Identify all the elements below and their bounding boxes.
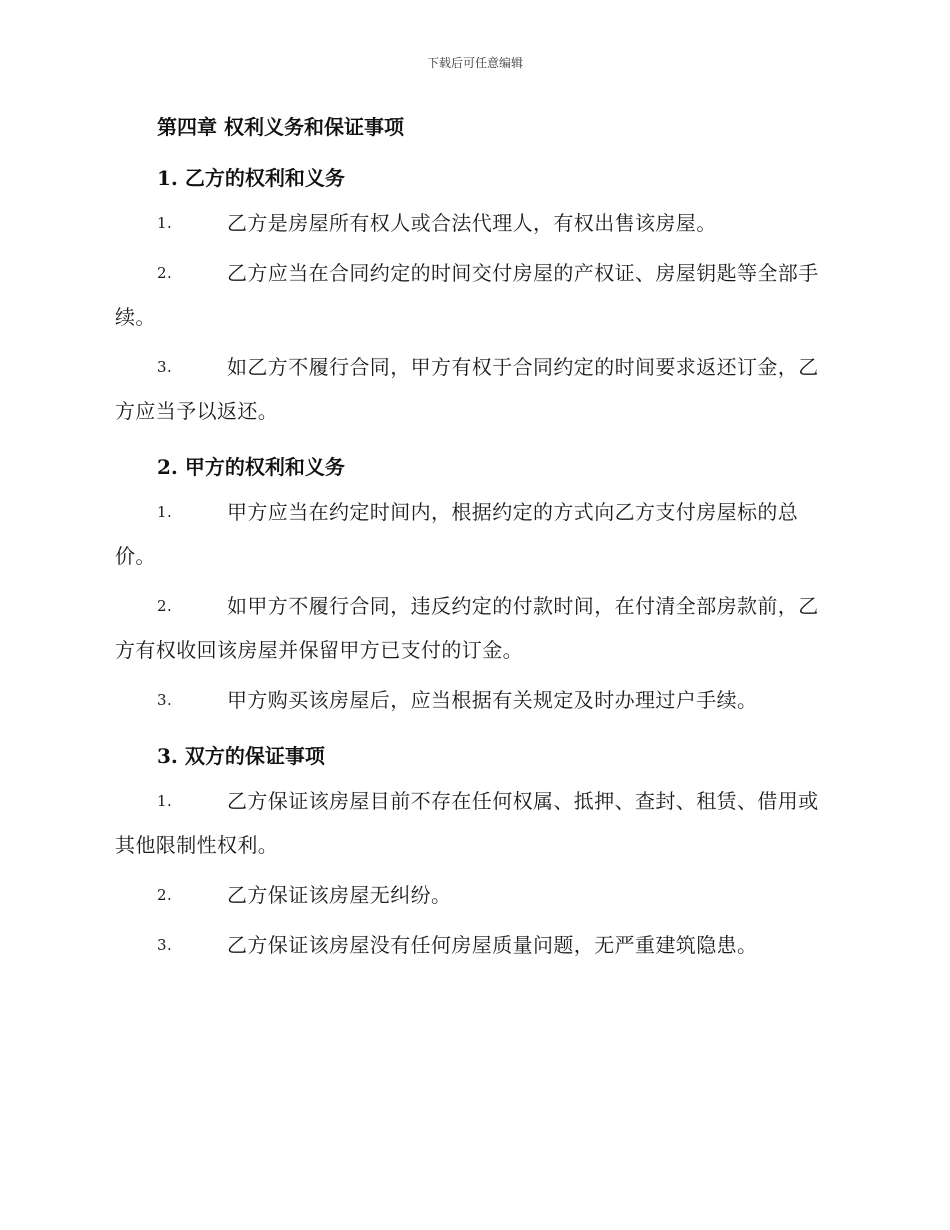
- item-number: 3.: [157, 936, 173, 954]
- item-text: 甲方应当在约定时间内，根据约定的方式向乙方支付房屋标的总价。: [115, 500, 799, 568]
- list-item: [115, 251, 835, 339]
- section-title: 2. 甲方的权利和义务: [157, 455, 345, 479]
- item-number: 2.: [157, 264, 173, 282]
- item-number: 1.: [157, 214, 173, 232]
- document-body: [115, 110, 835, 967]
- item-number: 3.: [157, 358, 173, 376]
- item-number: 2.: [157, 597, 173, 615]
- section-title: 3. 双方的保证事项: [157, 744, 325, 768]
- list-item: [115, 923, 835, 967]
- list-item: [115, 779, 835, 867]
- item-text: 乙方保证该房屋没有任何房屋质量问题，无严重建筑隐患。: [227, 933, 758, 957]
- page-header: 下载后可任意编辑: [426, 56, 523, 70]
- item-text: 乙方保证该房屋目前不存在任何权属、抵押、查封、租赁、借用或其他限制性权利。: [115, 789, 819, 857]
- item-text: 甲方购买该房屋后，应当根据有关规定及时办理过户手续。: [227, 688, 758, 712]
- list-item: [115, 490, 835, 578]
- item-number: 1.: [157, 792, 173, 810]
- item-text: 乙方应当在合同约定的时间交付房屋的产权证、房屋钥匙等全部手续。: [115, 261, 819, 329]
- list-item: [115, 678, 835, 722]
- section-title: 1. 乙方的权利和义务: [157, 166, 345, 190]
- item-number: 3.: [157, 691, 173, 709]
- list-item: [115, 345, 835, 433]
- item-text: 乙方是房屋所有权人或合法代理人，有权出售该房屋。: [227, 211, 717, 235]
- item-number: 2.: [157, 886, 173, 904]
- list-item: [115, 201, 835, 245]
- list-item: [115, 584, 835, 672]
- item-text: 如甲方不履行合同，违反约定的付款时间，在付清全部房款前，乙方有权收回该房屋并保留甲方已支付的订金。: [115, 594, 819, 662]
- list-item: [115, 873, 835, 917]
- item-text: 如乙方不履行合同，甲方有权于合同约定的时间要求返还订金，乙方应当予以返还。: [115, 355, 819, 423]
- item-text: 乙方保证该房屋无纠纷。: [227, 883, 452, 907]
- chapter-title: 第四章 权利义务和保证事项: [157, 115, 404, 139]
- item-number: 1.: [157, 503, 173, 521]
